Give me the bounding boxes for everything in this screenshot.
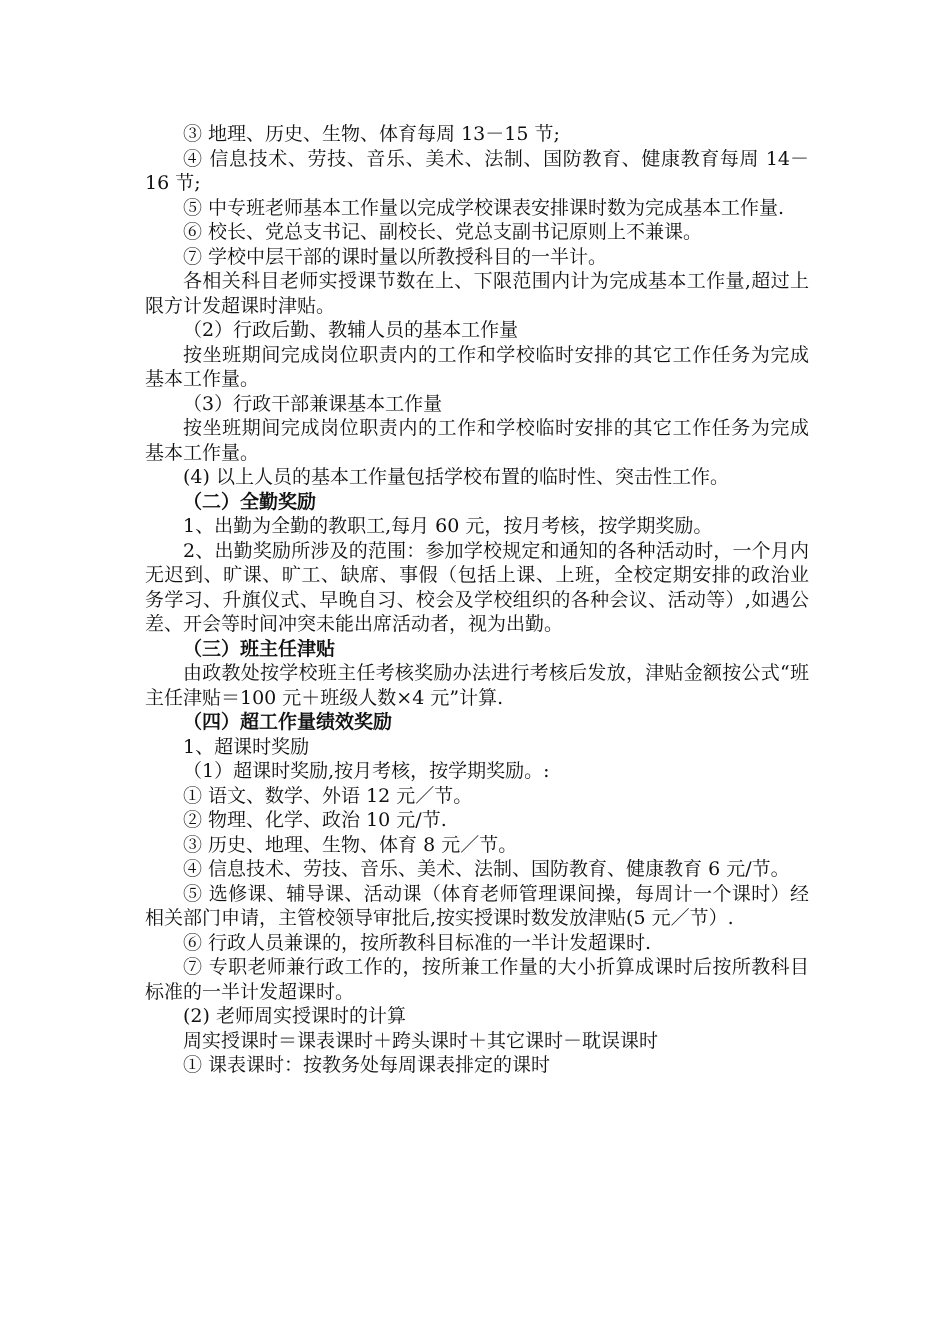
body-paragraph: ① 课表课时：按教务处每周课表排定的课时 [183, 1054, 551, 1076]
body-paragraph: 1、超课时奖励 [183, 735, 310, 758]
body-paragraph: ③ 地理、历史、生物、体育每周 13－15 节; [183, 123, 560, 145]
body-paragraph: ⑦ 学校中层干部的课时量以所教授科目的一半计。 [183, 245, 608, 268]
body-paragraph: ④ 信息技术、劳技、音乐、美术、法制、国防教育、健康教育每周 14－16 节; [145, 147, 809, 194]
body-paragraph: （2）行政后勤、教辅人员的基本工作量 [183, 319, 519, 341]
body-paragraph: （1）超课时奖励,按月考核，按学期奖励。: [183, 760, 550, 782]
body-paragraph: ① 语文、数学、外语 12 元／节。 [183, 784, 473, 807]
document-body [145, 122, 809, 1078]
body-paragraph: （3）行政干部兼课基本工作量 [183, 392, 443, 415]
body-paragraph: 按坐班期间完成岗位职责内的工作和学校临时安排的其它工作任务为完成基本工作量。 [145, 343, 809, 390]
body-paragraph: ② 物理、化学、政治 10 元/节. [183, 809, 447, 831]
body-paragraph: ⑤ 中专班老师基本工作量以完成学校课表安排课时数为完成基本工作量. [183, 196, 785, 219]
body-paragraph: ⑥ 行政人员兼课的，按所教科目标准的一半计发超课时. [183, 931, 652, 954]
body-paragraph: 1、出勤为全勤的教职工,每月 60 元，按月考核，按学期奖励。 [183, 515, 713, 537]
body-paragraph: ⑥ 校长、党总支书记、副校长、党总支副书记原则上不兼课。 [183, 221, 703, 243]
body-paragraph: ③ 历史、地理、生物、体育 8 元／节。 [183, 833, 518, 856]
body-paragraph: 按坐班期间完成岗位职责内的工作和学校临时安排的其它工作任务为完成基本工作量。 [145, 417, 809, 464]
body-paragraph: 由政教处按学校班主任考核奖励办法进行考核后发放，津贴金额按公式“班主任津贴＝100 元＋班级人数×4 元”计算. [145, 662, 809, 709]
body-paragraph: 周实授课时＝课表课时＋跨头课时＋其它课时－耽误课时 [183, 1029, 659, 1052]
body-paragraph: ⑦ 专职老师兼行政工作的，按所兼工作量的大小折算成课时后按所教科目标准的一半计发超课时。 [145, 956, 809, 1003]
body-paragraph: 各相关科目老师实授课节数在上、下限范围内计为完成基本工作量,超过上限方计发超课时津贴。 [145, 270, 809, 317]
body-paragraph: (2) 老师周实授课时的计算 [183, 1005, 406, 1027]
body-paragraph: 2、出勤奖励所涉及的范围：参加学校规定和通知的各种活动时，一个月内无迟到、旷课、旷工、缺席、事假（包括上课、上班，全校定期安排的政治业务学习、升旗仪式、早晚自习、校会及学校组织的各种会议、活动等）,如遇公差、开会等时间冲突未能出席活动者，视为出勤。 [145, 539, 809, 635]
body-paragraph: ⑤ 选修课、辅导课、活动课（体育老师管理课间操，每周计一个课时）经相关部门申请，主管校领导审批后,按实授课时数发放津贴(5 元／节）. [145, 882, 809, 929]
section-heading: （二）全勤奖励 [183, 490, 317, 513]
body-paragraph: ④ 信息技术、劳技、音乐、美术、法制、国防教育、健康教育 6 元/节。 [183, 858, 790, 880]
section-heading: （三）班主任津贴 [183, 637, 336, 660]
section-heading: （四）超工作量绩效奖励 [183, 711, 393, 733]
body-paragraph: (4) 以上人员的基本工作量包括学校布置的临时性、突击性工作。 [183, 466, 729, 488]
